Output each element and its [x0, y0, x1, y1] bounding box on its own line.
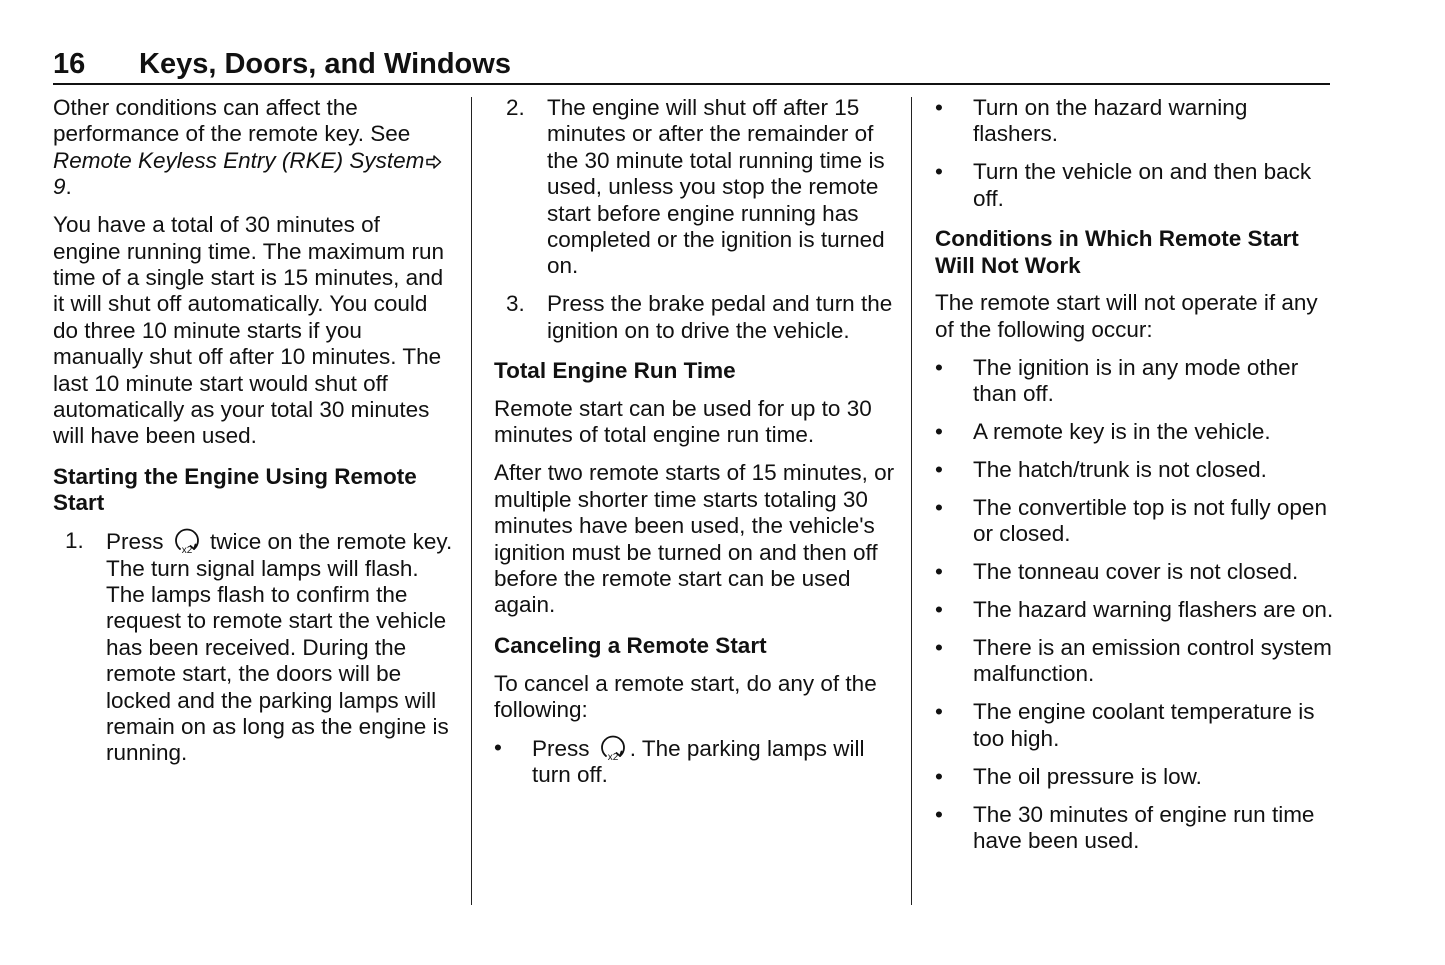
page-number: 16 [53, 48, 86, 80]
page-header [53, 46, 1330, 85]
bullet-dot: • [935, 635, 943, 660]
numbered-step: 3. Press the brake pedal and turn the ignition on to drive the vehicle. [506, 291, 893, 343]
bullet-item: • The engine coolant temperature is too high. [935, 699, 1315, 751]
svg-text:x2: x2 [181, 545, 193, 555]
bullet-dot: • [494, 735, 502, 761]
column-1 [53, 95, 453, 778]
section-heading: Starting the Engine Using Remote Start [53, 463, 417, 516]
paragraph: Remote start can be used for up to 30 minutes of total engine run time. [494, 396, 872, 448]
column-divider-1 [471, 97, 472, 905]
bullet-dot: • [935, 801, 943, 827]
step-number: 1. [65, 528, 84, 554]
bullet-dot: • [935, 699, 943, 725]
bullet-item: • A remote key is in the vehicle. [935, 419, 1271, 445]
bullet-dot: • [935, 559, 943, 585]
paragraph: You have a total of 30 minutes of engine running time. The maximum run time of a single start is 15 minutes, and it will shut off automatically. You could do three 10 minute starts if you manually shut off after 10 minutes. The last 10 minute start would shut off automatically as your total 30 minutes will have been used. [53, 212, 445, 449]
svg-text:x2: x2 [607, 752, 619, 762]
remote-start-icon [171, 528, 203, 554]
bullet-item: • The tonneau cover is not closed. [935, 559, 1299, 585]
bullet-dot: • [935, 494, 943, 520]
remote-start-icon [597, 735, 629, 761]
bullet-item: • The ignition is in any mode other than off. [935, 354, 1299, 407]
section-heading: Conditions in Which Remote Start Will Not Work [935, 226, 1299, 278]
paragraph: After two remote starts of 15 minutes, or multiple shorter time starts totaling 30 minutes have been used, the vehicle's ignition must be turned on and then off before the remote start can be used again. [494, 460, 895, 618]
step-number: 2. [506, 95, 525, 120]
bullet-item: • Turn the vehicle on and then back off. [935, 159, 1312, 211]
rke-reference-link[interactable]: Remote Keyless Entry (RKE) System9 [53, 148, 444, 199]
bullet-item: • The oil pressure is low. [935, 763, 1202, 789]
bullet-item: • The hatch/trunk is not closed. [935, 456, 1267, 482]
bullet-dot: • [935, 456, 943, 482]
paragraph: The remote start will not operate if any of the following occur: [935, 290, 1318, 342]
step-number: 3. [506, 291, 525, 317]
column-3 [935, 95, 1335, 866]
column-divider-2 [911, 97, 912, 905]
paragraph: Other conditions can affect the performance of the remote key. See Remote Keyless Entry (RKE) System9. [53, 95, 453, 201]
paragraph: To cancel a remote start, do any of the following: [494, 670, 877, 723]
column-2 [494, 95, 896, 800]
bullet-dot: • [935, 159, 943, 185]
bullet-dot: • [935, 95, 943, 120]
numbered-step: 2. The engine will shut off after 15 minutes or after the remainder of the 30 minute total running time is used, unless you stop the remote start before engine running has completed or the ignition is turned on. [506, 95, 885, 279]
bullet-dot: • [935, 597, 943, 623]
section-heading: Total Engine Run Time [494, 358, 736, 384]
bullet-dot: • [935, 763, 943, 789]
bullet-dot: • [935, 419, 943, 445]
numbered-step: 1. Press x2 twice on the remote key. The turn signal lamps will flash. The lamps flash to confirm the request to remote start the vehicle has been received. During the remote start, the doors will be locked and the parking lamps will remain on as long as the engine is running. [65, 528, 453, 766]
chapter-title: Keys, Doors, and Windows [139, 48, 511, 80]
bullet-item: • Press x2 . The parking lamps will turn off. [494, 735, 865, 788]
bullet-item: • There is an emission control system malfunction. [935, 635, 1332, 687]
section-heading: Canceling a Remote Start [494, 632, 767, 658]
bullet-item: • The convertible top is not fully open or closed. [935, 494, 1327, 547]
bullet-item: • The hazard warning flashers are on. [935, 597, 1334, 623]
bullet-item: • The 30 minutes of engine run time have been used. [935, 801, 1315, 853]
page-reference-arrow-icon [426, 155, 442, 169]
bullet-dot: • [935, 354, 943, 380]
bullet-item: • Turn on the hazard warning flashers. [935, 95, 1248, 147]
